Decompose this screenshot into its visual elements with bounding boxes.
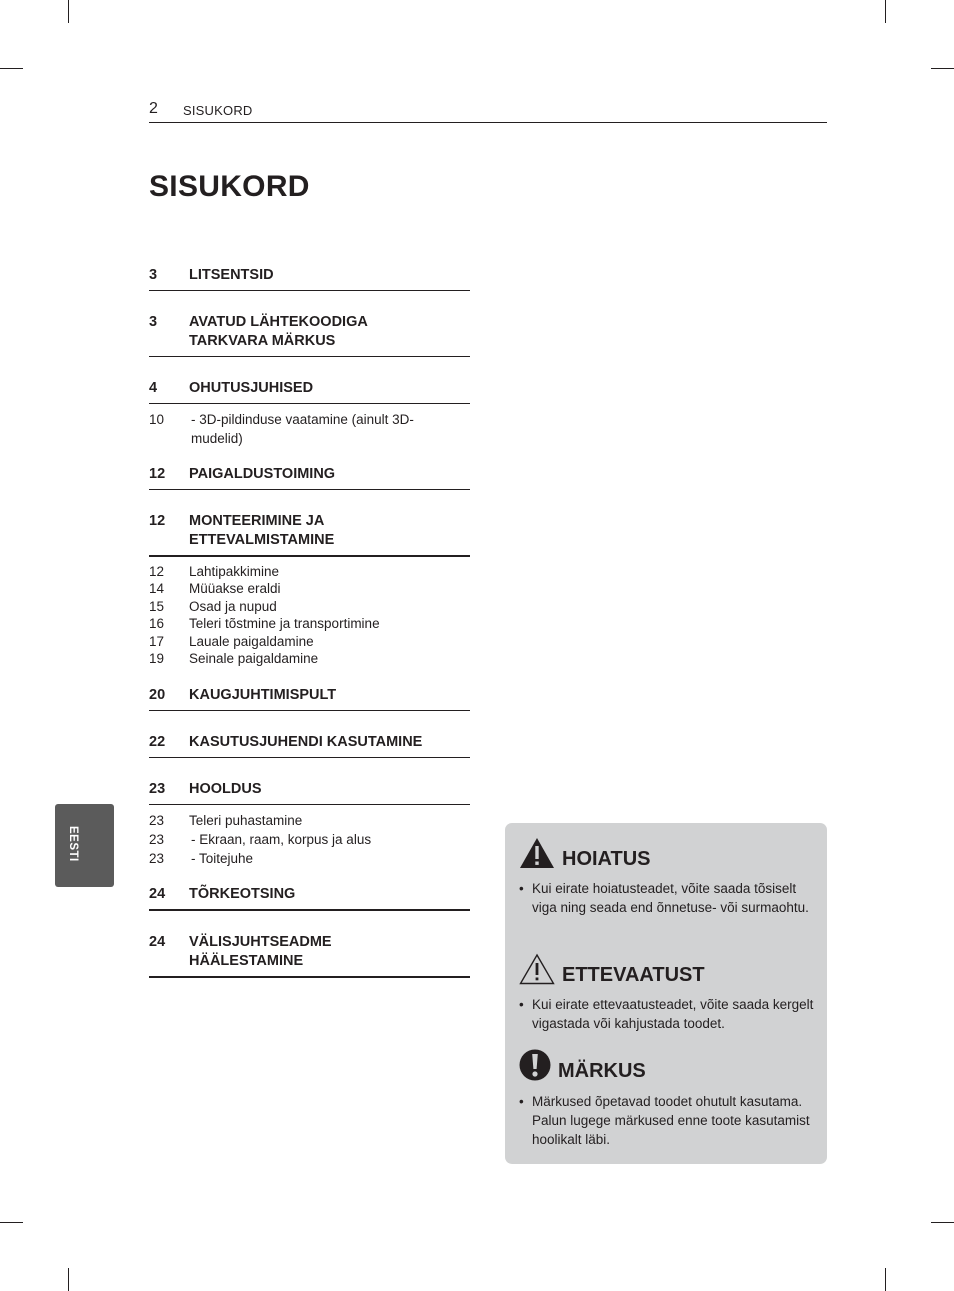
toc-sub-title: Lahtipakkimine [189, 563, 280, 579]
toc-section-page: 22 [149, 733, 166, 750]
toc-sub-item[interactable] [149, 811, 470, 830]
toc-sub-title: - Ekraan, raam, korpus ja alus [191, 831, 372, 847]
toc-section-title: OHUTUSJUHISED [189, 380, 314, 396]
toc-section-title: PAIGALDUSTOIMING [189, 465, 336, 482]
toc-section-title: HOOLDUS [189, 780, 262, 797]
toc-sub-title: - 3D-pildinduse vaatamine (ainult 3D-mudelid) [191, 412, 414, 447]
note-exclamation-icon [519, 1049, 551, 1081]
toc-sub-list [149, 557, 470, 668]
warning-triangle-icon [519, 837, 555, 869]
crop-mark [68, 1268, 69, 1291]
toc-sub-page: 19 [149, 651, 165, 667]
toc-sub-item[interactable] [149, 410, 470, 449]
safety-notes-box [505, 823, 827, 1164]
toc-sub-page: 16 [149, 616, 165, 632]
toc-sub-item[interactable] [149, 633, 470, 651]
note-bullet: • [519, 881, 524, 896]
toc-section[interactable] [149, 686, 470, 711]
toc-section-page: 23 [149, 780, 166, 797]
crop-mark [68, 0, 69, 23]
crop-mark [0, 68, 23, 69]
note-title-note: MÄRKUS [558, 1060, 646, 1082]
toc-sub-page: 12 [149, 563, 165, 579]
toc-section[interactable] [149, 933, 470, 978]
toc-sub-item[interactable] [149, 615, 470, 633]
note-title-caution: ETTEVAATUST [562, 964, 705, 986]
note-bullet: • [519, 997, 524, 1012]
note-text: Kui eirate ettevaatusteadet, võite saada kergelt vigastada või kahjustada toodet. [532, 997, 814, 1032]
toc-sub-list [149, 805, 470, 869]
note-text-note [519, 1092, 819, 1150]
toc-section-title: TÕRKEOTSING [189, 886, 296, 903]
toc-section-page: 24 [149, 886, 166, 903]
toc-section-page: 24 [149, 934, 166, 951]
note-bullet: • [519, 1094, 524, 1109]
toc-section-page: 20 [149, 686, 166, 703]
toc-sub-item[interactable] [149, 580, 470, 598]
toc-section-page: 3 [149, 314, 158, 330]
toc-section-title: VÄLISJUHTSEADME HÄÄLESTAMINE [189, 934, 332, 970]
caution-triangle-icon [519, 953, 555, 985]
toc-section[interactable] [149, 780, 470, 805]
crop-mark [931, 1222, 954, 1223]
running-title: SISUKORD [183, 103, 253, 118]
toc-sub-page: 23 [149, 831, 165, 847]
toc-section[interactable] [149, 512, 470, 557]
toc-sub-title: Teleri tõstmine ja transportimine [189, 616, 380, 632]
note-text: Märkused õpetavad toodet ohutult kasutama. Palun lugege märkused enne toote kasutamist hoolikalt läbi. [532, 1094, 810, 1148]
toc-section[interactable] [149, 266, 470, 291]
note-header-note [519, 1049, 646, 1081]
crop-mark [885, 0, 886, 23]
crop-mark [931, 68, 954, 69]
toc-section-title: KASUTUSJUHENDI KASUTAMINE [189, 733, 423, 750]
note-text-caution [519, 995, 819, 1033]
page-number: 2 [149, 100, 158, 117]
note-text: Kui eirate hoiatusteadet, võite saada tõsiselt viga ning seada end õnnetuse- või surmaohtu. [532, 881, 809, 916]
toc-sub-item[interactable] [149, 563, 470, 581]
toc-sub-title: Seinale paigaldamine [189, 651, 319, 667]
toc-section[interactable] [149, 465, 470, 490]
toc-sub-page: 15 [149, 598, 165, 614]
note-title-warning: HOIATUS [562, 848, 651, 870]
toc-section[interactable] [149, 733, 470, 758]
toc-section-title: AVATUD LÄHTEKOODIGA TARKVARA MÄRKUS [189, 314, 368, 349]
toc-sub-title: Lauale paigaldamine [189, 633, 314, 649]
toc-section[interactable] [149, 313, 470, 357]
toc-section-page: 12 [149, 465, 166, 482]
toc-sub-page: 10 [149, 412, 165, 427]
toc-sub-title: Osad ja nupud [189, 598, 277, 614]
toc-sub-item[interactable] [149, 830, 470, 849]
toc-section-title: LITSENTSID [189, 267, 274, 283]
toc-section[interactable] [149, 379, 470, 404]
toc-sub-list [149, 404, 470, 449]
toc-sub-page: 23 [149, 851, 165, 867]
note-header-caution [519, 953, 705, 985]
note-text-warning [519, 879, 819, 917]
toc-section-title: KAUGJUHTIMISPULT [189, 686, 337, 703]
toc-section-page: 4 [149, 380, 158, 396]
table-of-contents [149, 266, 470, 978]
note-header-warning [519, 837, 651, 869]
crop-mark [0, 1222, 23, 1223]
crop-mark [885, 1268, 886, 1291]
toc-sub-item[interactable] [149, 650, 470, 668]
toc-sub-page: 14 [149, 581, 165, 597]
toc-sub-item[interactable] [149, 849, 470, 868]
toc-sub-item[interactable] [149, 598, 470, 616]
page-title: SISUKORD [149, 170, 310, 203]
toc-section-page: 12 [149, 512, 166, 529]
toc-section[interactable] [149, 885, 470, 911]
page-header [149, 100, 827, 123]
language-tab: EESTI [55, 804, 114, 887]
toc-sub-title: Müüakse eraldi [189, 581, 281, 597]
toc-sub-title: Teleri puhastamine [189, 812, 303, 828]
toc-sub-page: 23 [149, 812, 165, 828]
toc-sub-page: 17 [149, 633, 165, 649]
toc-section-page: 3 [149, 267, 158, 283]
toc-sub-title: - Toitejuhe [191, 851, 254, 867]
toc-section-title: MONTEERIMINE JA ETTEVALMISTAMINE [189, 512, 335, 548]
